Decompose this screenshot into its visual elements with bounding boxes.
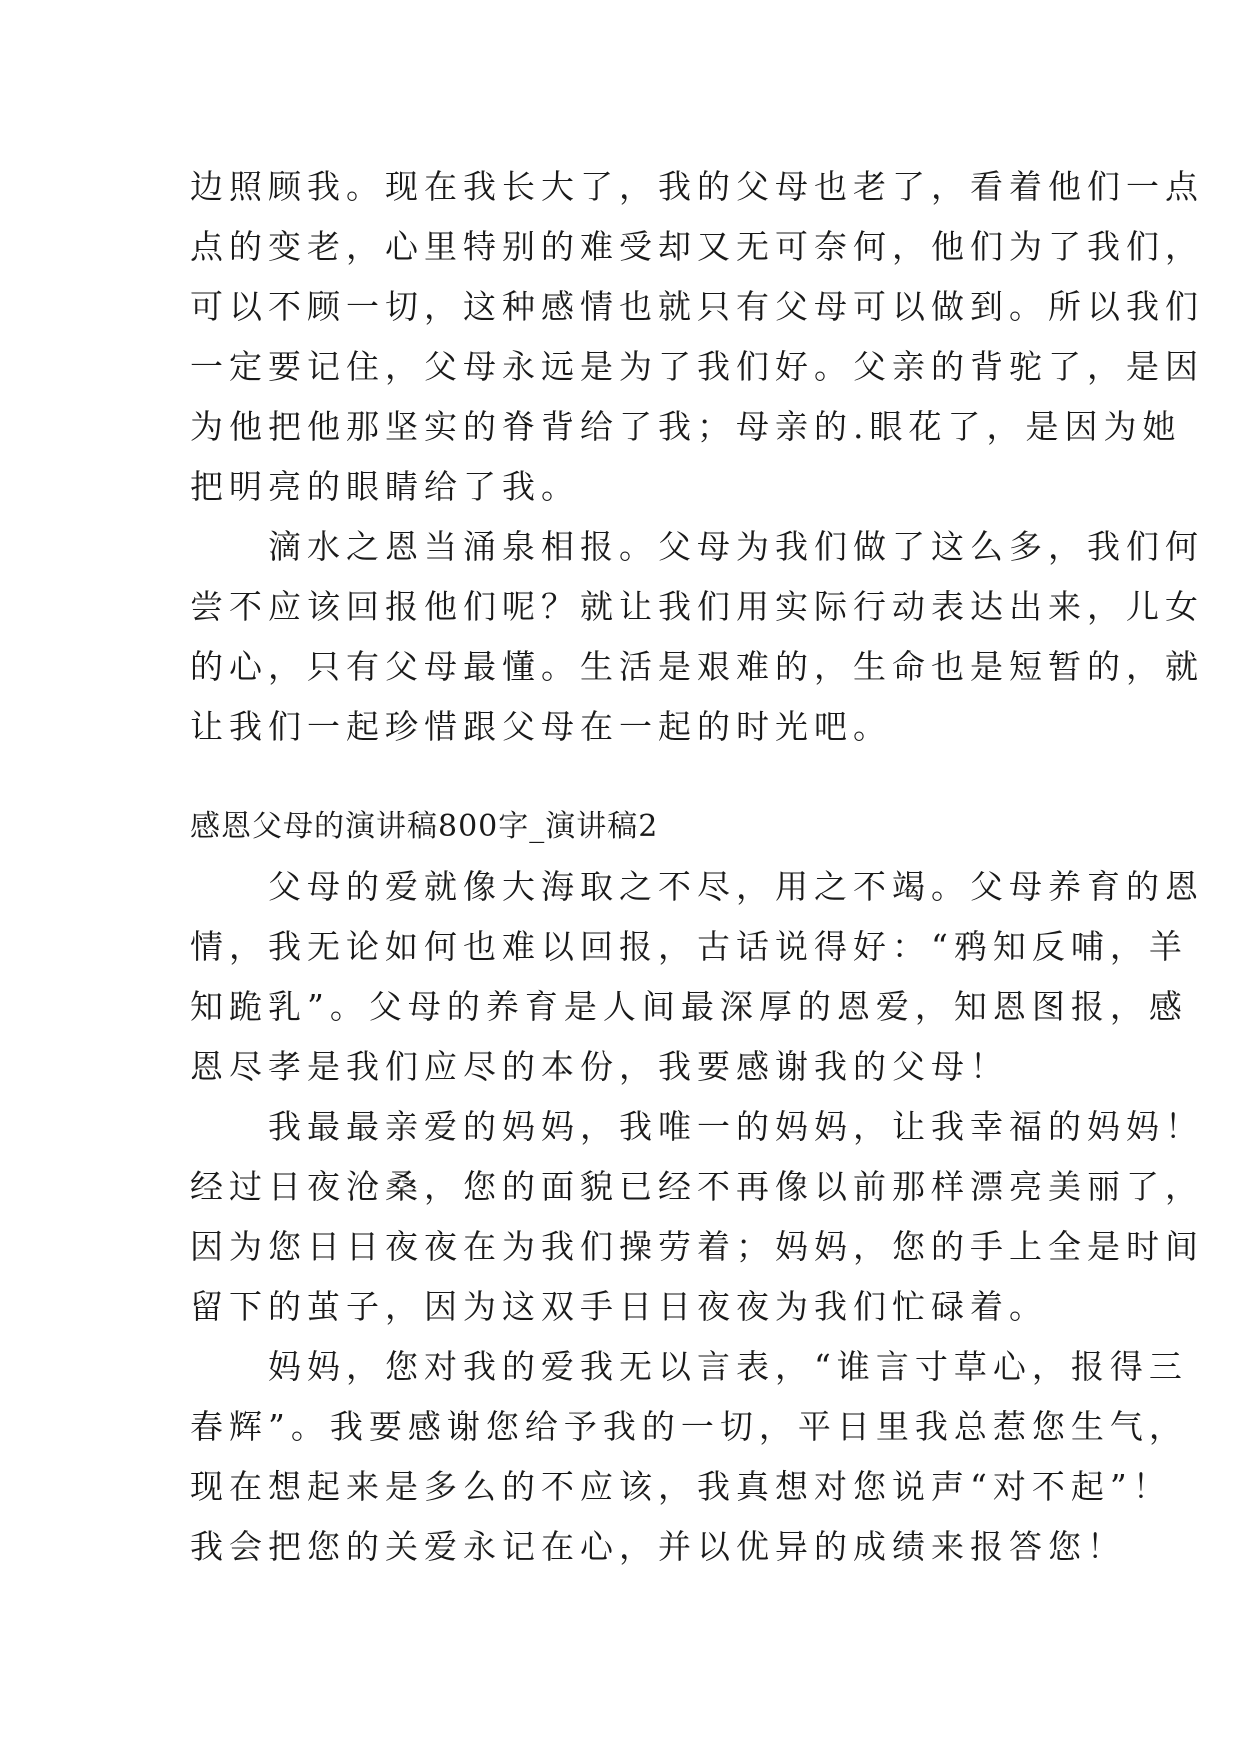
paragraph-line: 边照顾我。现在我长大了，我的父母也老了，看着他们一点	[190, 167, 1204, 206]
paragraph-line: 滴水之恩当涌泉相报。父母为我们做了这么多，我们何	[190, 527, 1204, 566]
paragraph-line: 恩尽孝是我们应尽的本份，我要感谢我的父母！	[190, 1047, 1009, 1086]
paragraph-line: 的心，只有父母最懂。生活是艰难的，生命也是短暂的，就	[190, 647, 1204, 686]
paragraph-line: 把明亮的眼睛给了我。	[190, 467, 580, 506]
paragraph-line: 妈妈，您对我的爱我无以言表，“谁言寸草心，报得三	[190, 1347, 1188, 1386]
paragraph-line: 留下的茧子，因为这双手日日夜夜为我们忙碌着。	[190, 1287, 1048, 1326]
paragraph-line: 春辉”。我要感谢您给予我的一切，平日里我总惹您生气，	[190, 1407, 1188, 1446]
paragraph-line: 父母的爱就像大海取之不尽，用之不竭。父母养育的恩	[190, 867, 1204, 906]
paragraph-line: 让我们一起珍惜跟父母在一起的时光吧。	[190, 707, 892, 746]
paragraph-line: 经过日夜沧桑，您的面貌已经不再像以前那样漂亮美丽了，	[190, 1167, 1204, 1206]
paragraph-line: 知跪乳”。父母的养育是人间最深厚的恩爱，知恩图报，感	[190, 987, 1188, 1026]
paragraph-line: 一定要记住，父母永远是为了我们好。父亲的背驼了，是因	[190, 347, 1204, 386]
section-title: 感恩父母的演讲稿800字_演讲稿2	[190, 809, 659, 844]
paragraph-line: 我会把您的关爱永记在心，并以优异的成绩来报答您！	[190, 1527, 1126, 1566]
paragraph-line: 点的变老，心里特别的难受却又无可奈何，他们为了我们，	[190, 227, 1204, 266]
paragraph-line: 尝不应该回报他们呢？就让我们用实际行动表达出来，儿女	[190, 587, 1204, 626]
paragraph-line: 为他把他那坚实的脊背给了我；母亲的.眼花了，是因为她	[190, 407, 1182, 446]
paragraph-line: 我最最亲爱的妈妈，我唯一的妈妈，让我幸福的妈妈！	[190, 1107, 1204, 1146]
paragraph-line: 情，我无论如何也难以回报，古话说得好：“鸦知反哺，羊	[190, 927, 1188, 966]
paragraph-line: 现在想起来是多么的不应该，我真想对您说声“对不起”！	[190, 1467, 1172, 1506]
paragraph-line: 因为您日日夜夜在为我们操劳着；妈妈，您的手上全是时间	[190, 1227, 1204, 1266]
paragraph-line: 可以不顾一切，这种感情也就只有父母可以做到。所以我们	[190, 287, 1204, 326]
